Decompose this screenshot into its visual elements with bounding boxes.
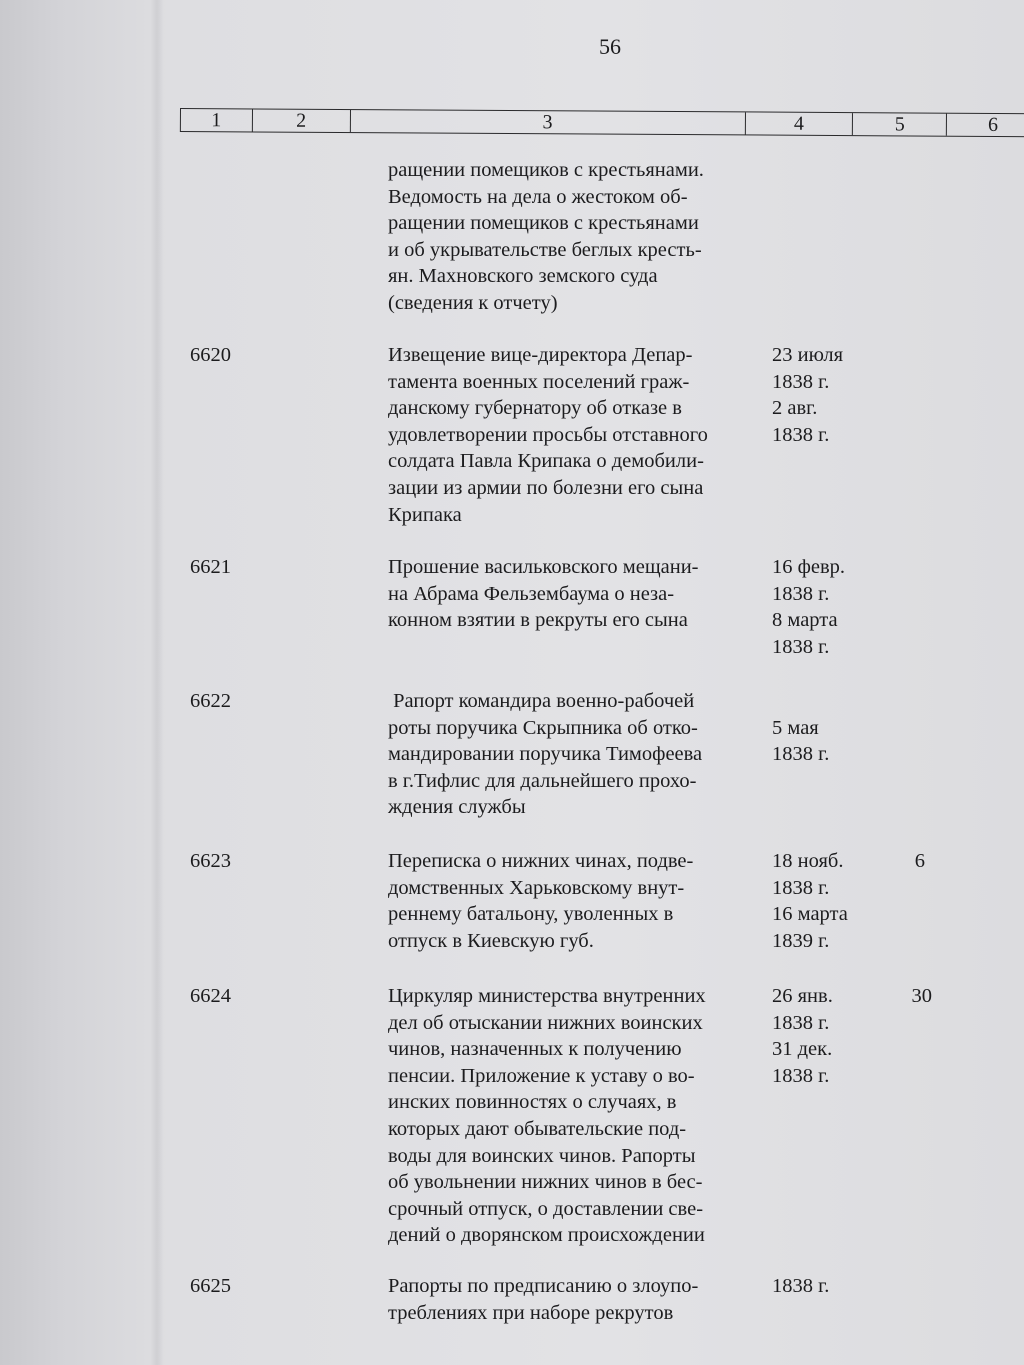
description-line: на Абрама Фельзембаума о неза- xyxy=(388,582,675,605)
header-cell: 4 xyxy=(746,112,854,135)
header-cell: 2 xyxy=(253,109,351,132)
description-line: Ведомость на дела о жестоком об- xyxy=(388,185,688,208)
description-line: об увольнении нижних чинов в бес- xyxy=(388,1171,703,1194)
description-line: дений о дворянском происхождении xyxy=(388,1224,705,1247)
date-line: 8 марта xyxy=(772,609,838,632)
entry-description xyxy=(388,983,758,1249)
description-line: чинов, назначенных к получению xyxy=(388,1038,682,1061)
header-cell: 3 xyxy=(350,110,745,134)
continuation-description xyxy=(388,157,758,317)
date-line: 5 мая xyxy=(772,716,819,739)
description-line: тамента военных поселений граж- xyxy=(388,370,690,393)
entry-description xyxy=(388,848,758,954)
entry-number: 6624 xyxy=(190,985,231,1007)
description-line: ян. Махновского земского суда xyxy=(388,265,658,288)
header-cell: 5 xyxy=(853,113,947,136)
entry-number: 6620 xyxy=(190,344,231,366)
entry-number: 6622 xyxy=(190,690,231,712)
entry-number: 6621 xyxy=(190,556,231,578)
description-line: ращении помещиков с крестьянами xyxy=(388,212,699,235)
description-line: Крипака xyxy=(388,503,462,526)
header-cell: 1 xyxy=(181,109,253,131)
description-line: срочный отпуск, о доставлении све- xyxy=(388,1197,704,1220)
date-line: 1838 г. xyxy=(772,582,830,605)
date-line: 1838 г. xyxy=(772,635,830,658)
description-line: мандировании поручика Тимофеева xyxy=(388,743,703,766)
description-line: Прошение васильковского мещани- xyxy=(388,556,699,578)
book-spine-shadow xyxy=(150,0,164,1365)
description-line: пенсии. Приложение к уставу о во- xyxy=(388,1064,695,1087)
description-line: (сведения к отчету) xyxy=(388,291,558,314)
date-line: 18 нояб. xyxy=(772,850,844,872)
description-line: солдата Павла Крипака о демобили- xyxy=(388,450,704,473)
date-line: 23 июля xyxy=(772,344,844,366)
description-line: инских повинностях о случаях, в xyxy=(388,1091,677,1114)
page-number: 56 xyxy=(599,34,621,59)
entry-sheets: 6 xyxy=(914,850,925,872)
header-cell: 6 xyxy=(987,113,999,136)
entry-description xyxy=(388,554,758,634)
entry-description xyxy=(388,342,758,528)
description-line: которых дают обывательские под- xyxy=(388,1117,687,1140)
entry-dates xyxy=(772,1273,882,1300)
date-line: 1838 г. xyxy=(772,1275,830,1297)
entry-dates xyxy=(772,554,882,660)
description-line: реннему батальону, уволенных в xyxy=(388,903,674,926)
description-line: воды для воинских чинов. Рапорты xyxy=(388,1144,696,1167)
entry-number: 6625 xyxy=(190,1275,231,1297)
date-line xyxy=(772,688,882,715)
description-line: и об укрывательстве беглых кресть- xyxy=(388,238,702,261)
description-line: Рапорт командира военно-рабочей xyxy=(388,690,695,712)
description-line: в г.Тифлис для дальнейшего прохо- xyxy=(388,769,697,792)
description-line: Переписка о нижних чинах, подве- xyxy=(388,850,694,872)
entry-description xyxy=(388,1273,758,1326)
description-line: Циркуляр министерства внутренних xyxy=(388,985,706,1007)
description-line: зации из армии по болезни его сына xyxy=(388,476,704,499)
date-line: 16 февр. xyxy=(772,556,846,578)
date-line: 31 дек. xyxy=(772,1038,833,1061)
entry-dates xyxy=(772,342,882,448)
description-line: конном взятии в рекруты его сына xyxy=(388,609,688,632)
date-line: 1838 г. xyxy=(772,423,830,446)
date-line: 26 янв. xyxy=(772,985,833,1007)
description-line: удовлетворении просьбы отставного xyxy=(388,423,708,446)
date-line: 16 марта xyxy=(772,903,848,926)
description-line: отпуск в Киевскую губ. xyxy=(388,929,594,952)
date-line: 2 авг. xyxy=(772,397,818,420)
date-line: 1838 г. xyxy=(772,1064,830,1087)
entry-sheets: 30 xyxy=(911,985,932,1007)
table-header-row xyxy=(180,108,1024,137)
description-line: роты поручика Скрыпника об отко- xyxy=(388,716,698,739)
date-line: 1838 г. xyxy=(772,876,830,899)
date-line: 1838 г. xyxy=(772,743,830,766)
description-line: данскому губернатору об отказе в xyxy=(388,397,682,420)
date-line: 1839 г. xyxy=(772,929,830,952)
entry-number: 6623 xyxy=(190,850,231,872)
description-line: ждения службы xyxy=(388,796,526,819)
entry-description xyxy=(388,688,758,821)
date-line: 1838 г. xyxy=(772,370,830,393)
description-line: треблениях при наборе рекрутов xyxy=(388,1301,674,1324)
description-line: Рапорты по предписанию о злоупо- xyxy=(388,1275,699,1297)
entry-dates xyxy=(772,688,882,768)
description-line: дел об отыскании нижних воинских xyxy=(388,1011,703,1034)
date-line: 1838 г. xyxy=(772,1011,830,1034)
description-line: ращении помещиков с крестьянами. xyxy=(388,159,704,181)
description-line: Извещение вице-директора Депар- xyxy=(388,344,693,366)
description-line: домственных Харьковскому внут- xyxy=(388,876,685,899)
